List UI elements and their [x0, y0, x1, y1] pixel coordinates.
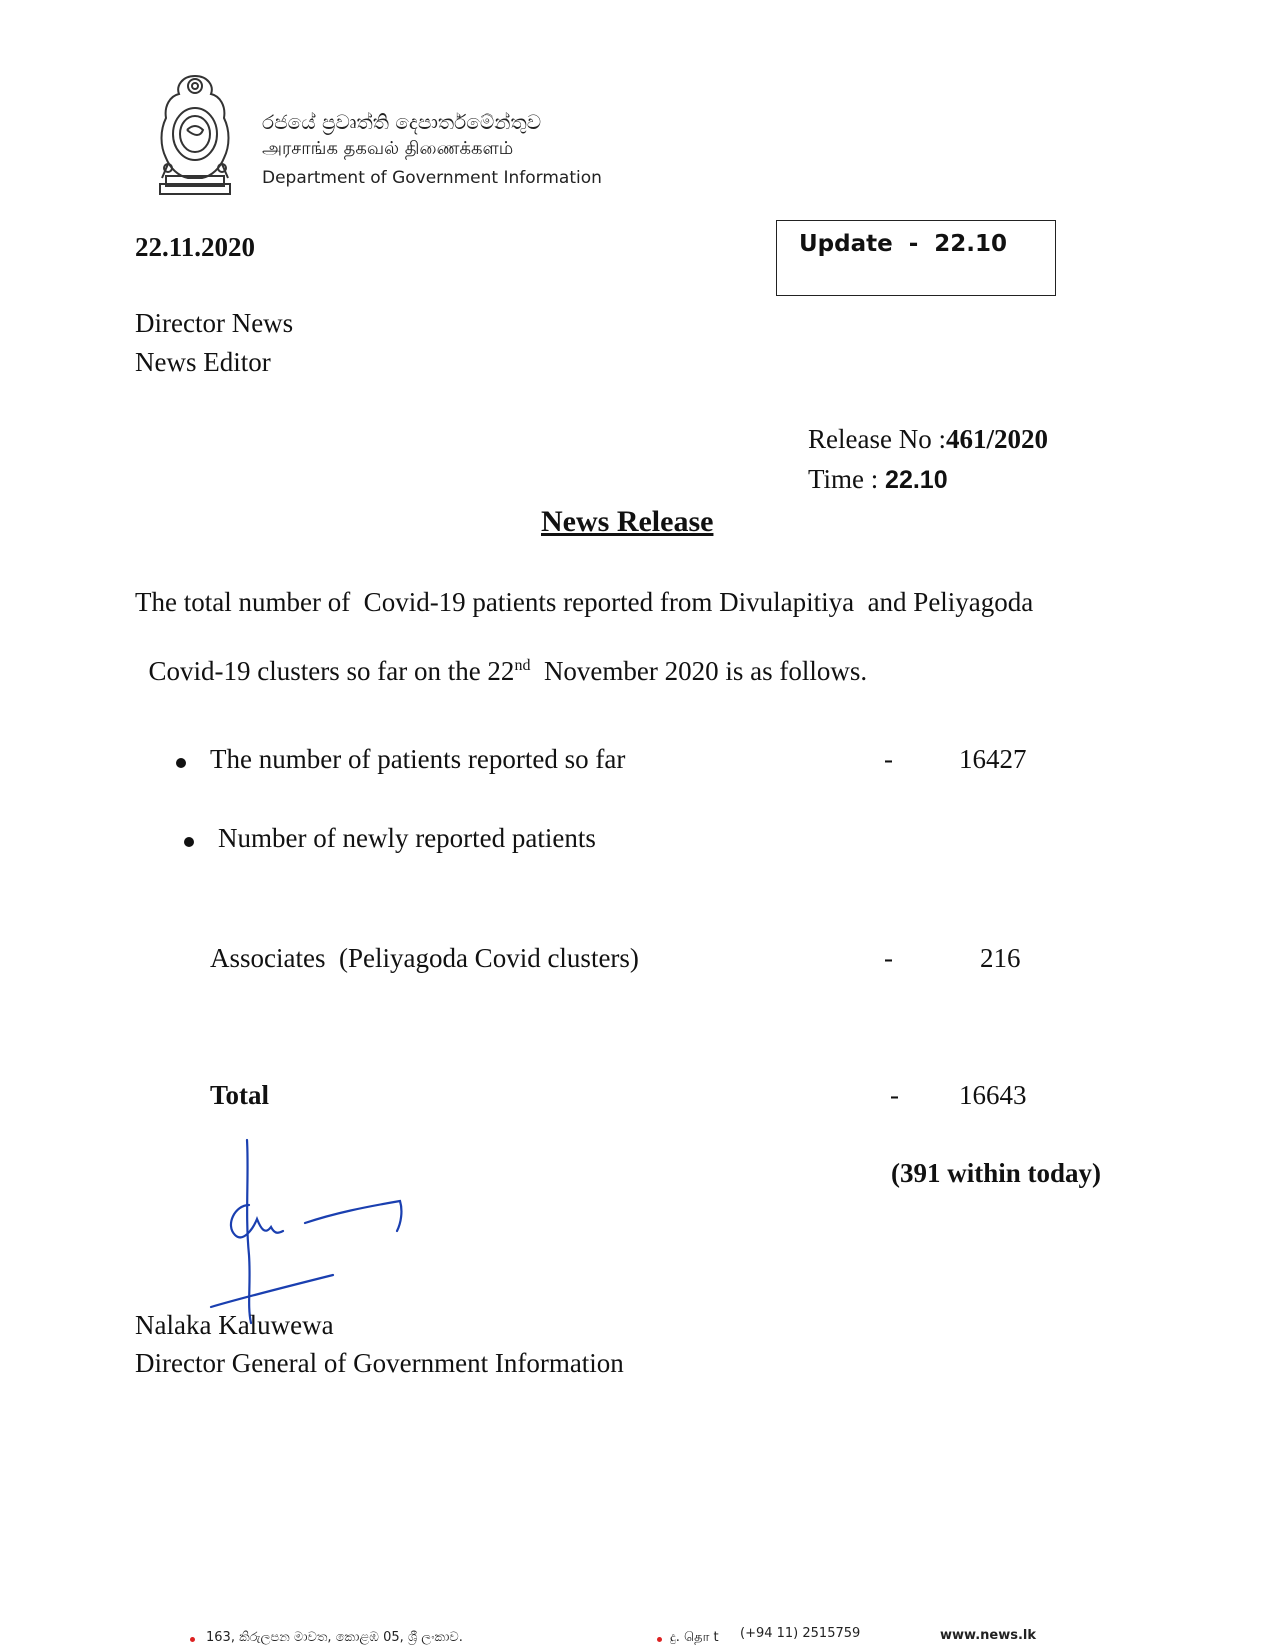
stat-total-value: 16643 [959, 1080, 1027, 1110]
recipient-news-editor: News Editor [135, 347, 271, 377]
stat-reported-value: 16427 [959, 744, 1027, 774]
signature-icon [205, 1135, 425, 1325]
footer-address: 163, කිරුලපන මාවත, කොළඹ 05, ශ්‍රී ලංකාව. [206, 1630, 463, 1645]
intro-line-2: Covid-19 clusters so far on the 22nd November 2020 is as follows. [148, 656, 868, 686]
stat-reported-label: The number of patients reported so far [210, 744, 626, 774]
release-number: Release No :461/2020 [808, 424, 1048, 454]
stat-today-note: (391 within today) [891, 1158, 1102, 1188]
stat-new-label: Number of newly reported patients [218, 823, 596, 853]
footer-phone-prefix: දු. தொ t [670, 1630, 719, 1645]
bullet-new [184, 837, 194, 847]
footer-website: www.news.lk [940, 1628, 1036, 1643]
stat-associates-dash: - [884, 943, 893, 973]
dept-name-sinhala: රජයේ ප්‍රවෘත්ති දෙපාර්තමේන්තුව [262, 110, 542, 134]
footer-dot-phone [657, 1637, 662, 1642]
signatory-name: Nalaka Kaluwewa [135, 1310, 334, 1340]
update-box [776, 220, 1056, 296]
emblem-icon [152, 72, 238, 198]
footer-dot-address [190, 1637, 195, 1642]
recipient-director-news: Director News [135, 308, 294, 338]
intro-line-1: The total number of Covid-19 patients reported from Divulapitiya and Peliyagoda [135, 587, 1034, 617]
footer-phone: (+94 11) 2515759 [740, 1626, 861, 1641]
release-time: Time : 22.10 [808, 464, 948, 494]
update-label: Update - 22.10 [799, 231, 1008, 257]
release-date: 22.11.2020 [135, 232, 256, 262]
stat-total-dash: - [890, 1080, 899, 1110]
dept-name-tamil: அரசாங்க தகவல் திணைக்களம் [262, 138, 514, 159]
page-title: News Release [541, 505, 714, 538]
bullet-reported [176, 758, 186, 768]
signatory-title: Director General of Government Information [135, 1348, 624, 1378]
stat-associates-label: Associates (Peliyagoda Covid clusters) [210, 943, 639, 973]
stat-associates-value: 216 [980, 943, 1021, 973]
dept-name-english: Department of Government Information [262, 168, 602, 188]
stat-total-label: Total [210, 1080, 270, 1110]
stat-reported-dash: - [884, 744, 893, 774]
